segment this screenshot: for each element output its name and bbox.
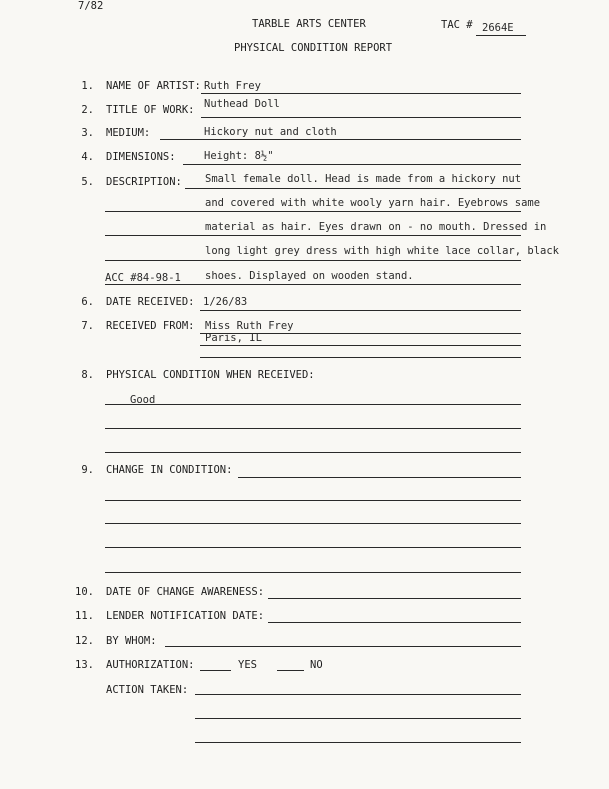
date-of-change-label: DATE OF CHANGE AWARENESS: [106, 586, 265, 598]
yes-option: YES [238, 659, 257, 671]
physical-condition-value: Good [130, 394, 156, 406]
description-line-2: and covered with white wooly yarn hair. Eyebrows same [205, 197, 541, 209]
by-whom-label: BY WHOM: [106, 635, 157, 647]
field-number: 11. [75, 610, 94, 622]
change-in-condition-label: CHANGE IN CONDITION: [106, 464, 233, 476]
dimensions-line [183, 164, 521, 165]
field-number: 10. [75, 586, 94, 598]
received-from-line-1: Miss Ruth Frey [205, 320, 294, 332]
description-rule [185, 188, 521, 189]
physical-condition-rule [105, 428, 521, 429]
action-taken-rule [195, 742, 521, 743]
title-label: TITLE OF WORK: [106, 104, 195, 116]
change-in-condition-rule [105, 500, 521, 501]
description-line-4: long light grey dress with high white lace collar, black [205, 245, 560, 257]
physical-condition-rule [105, 452, 521, 453]
description-line-1: Small female doll. Head is made from a hickory nut [205, 173, 522, 185]
date-received-line [200, 310, 521, 311]
received-from-rule [200, 345, 521, 346]
medium-value: Hickory nut and cloth [204, 126, 337, 138]
date-received-label: DATE RECEIVED: [106, 296, 195, 308]
tac-label: TAC # [441, 19, 473, 31]
description-rule [105, 284, 521, 285]
field-number: 5. [81, 176, 94, 188]
field-number: 3. [81, 127, 94, 139]
field-number: 13. [75, 659, 94, 671]
lender-notification-rule [268, 622, 521, 623]
description-label: DESCRIPTION: [106, 176, 182, 188]
date-of-change-rule [268, 598, 521, 599]
field-number: 7. [81, 320, 94, 332]
title-value: Nuthead Doll [204, 98, 280, 110]
medium-line [160, 139, 521, 140]
change-in-condition-rule [238, 477, 521, 478]
change-in-condition-rule [105, 523, 521, 524]
tac-underline [476, 35, 526, 36]
form-title: PHYSICAL CONDITION REPORT [234, 42, 393, 54]
dimensions-label: DIMENSIONS: [106, 151, 176, 163]
received-from-rule [200, 357, 521, 358]
tac-number: 2664E [482, 22, 514, 34]
accession-number: ACC #84-98-1 [105, 272, 181, 284]
dimensions-value: Height: 8½" [204, 150, 274, 162]
physical-condition-label: PHYSICAL CONDITION WHEN RECEIVED: [106, 369, 315, 381]
title-line [201, 117, 521, 118]
date-received-value: 1/26/83 [203, 296, 248, 308]
medium-label: MEDIUM: [106, 127, 151, 139]
artist-line [201, 93, 521, 94]
change-in-condition-rule [105, 572, 521, 573]
no-blank [277, 670, 304, 671]
description-rule [105, 260, 521, 261]
authorization-label: AUTHORIZATION: [106, 659, 195, 671]
action-taken-label: ACTION TAKEN: [106, 684, 189, 696]
received-from-label: RECEIVED FROM: [106, 320, 195, 332]
field-number: 12. [75, 635, 94, 647]
field-number: 6. [81, 296, 94, 308]
field-number: 9. [81, 464, 94, 476]
lender-notification-label: LENDER NOTIFICATION DATE: [106, 610, 265, 622]
artist-label: NAME OF ARTIST: [106, 80, 201, 92]
field-number: 8. [81, 369, 94, 381]
organization-name: TARBLE ARTS CENTER [252, 18, 366, 30]
field-number: 4. [81, 151, 94, 163]
action-taken-rule [195, 718, 521, 719]
no-option: NO [310, 659, 323, 671]
field-number: 2. [81, 104, 94, 116]
artist-value: Ruth Frey [204, 80, 261, 92]
description-rule [105, 235, 521, 236]
description-rule [105, 211, 521, 212]
date-mark: 7/82 [78, 0, 104, 12]
description-line-5: shoes. Displayed on wooden stand. [205, 270, 414, 282]
yes-blank [200, 670, 231, 671]
description-line-3: material as hair. Eyes drawn on - no mouth. Dressed in [205, 221, 547, 233]
physical-condition-rule [105, 404, 521, 405]
received-from-line-2: Paris, IL [205, 332, 262, 344]
by-whom-rule [165, 646, 521, 647]
action-taken-rule [195, 694, 521, 695]
field-number: 1. [81, 80, 94, 92]
change-in-condition-rule [105, 547, 521, 548]
